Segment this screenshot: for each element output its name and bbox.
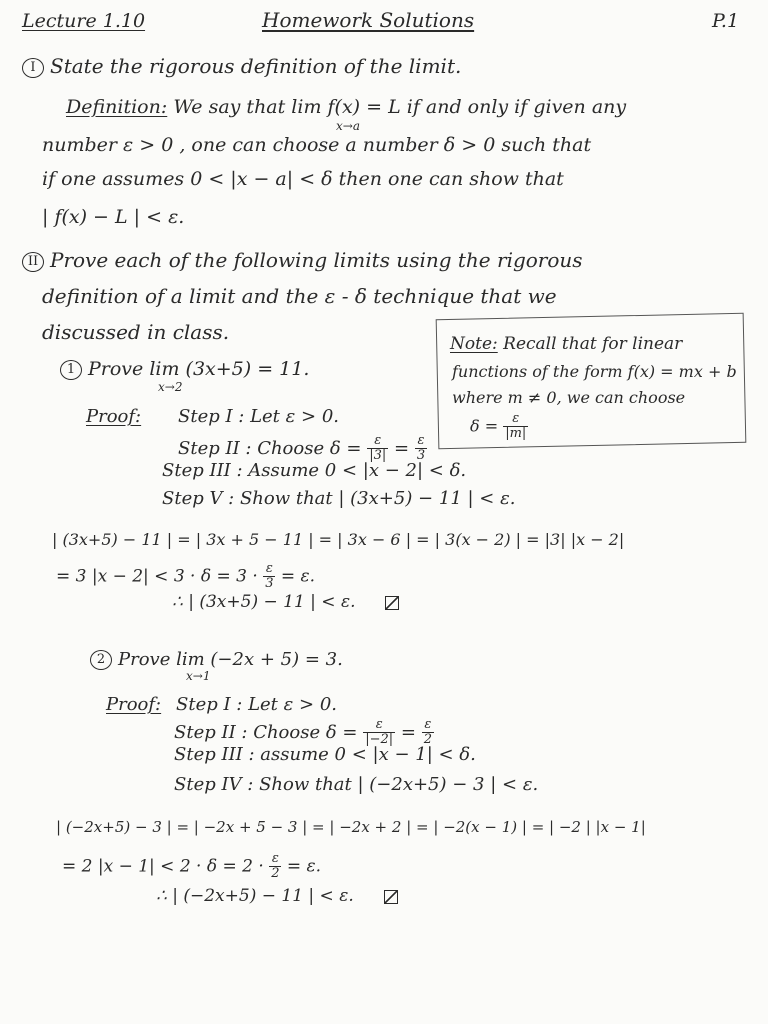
problem1-conclusion	[172, 594, 399, 611]
problem1-calc2-den: 3	[265, 576, 274, 592]
problem1-step2-text: Step II : Choose δ =	[178, 437, 362, 459]
note-fraction	[503, 412, 528, 442]
problem2-calc2-den: 2	[271, 866, 280, 882]
part1-prompt	[22, 56, 461, 78]
part2-line2: definition of a limit and the ε - δ technique that we	[42, 284, 557, 308]
problem2-step3: Step III : assume 0 < |x − 1| < δ.	[174, 744, 476, 765]
problem1-prove: Prove lim (3x+5) = 11.	[88, 358, 310, 380]
problem2-frac1-den: |−2|	[365, 732, 394, 748]
problem2-prove: Prove lim (−2x + 5) = 3.	[118, 649, 343, 670]
part2-line1	[22, 250, 583, 272]
problem2-step4: Step IV : Show that | (−2x+5) − 3 | < ε.	[174, 774, 539, 795]
page-title: Homework Solutions	[262, 8, 475, 32]
problem1-number: 1	[60, 360, 82, 380]
problem2-proof-label: Proof:	[106, 694, 162, 715]
definition-line2: number ε > 0 , one can choose a number δ > 0 such that	[42, 134, 592, 156]
note-frac-den: |m|	[505, 426, 527, 442]
problem2-frac1-num: ε	[363, 718, 395, 733]
part2-line3: discussed in class.	[42, 320, 230, 344]
note-delta: δ =	[470, 416, 499, 436]
problem1-step3: Step III : Assume 0 < |x − 2| < δ.	[162, 460, 467, 481]
part1-numeral: I	[22, 58, 44, 78]
definition-line1	[66, 98, 626, 117]
problem2-calc2-end: = ε.	[286, 856, 322, 877]
problem1-frac2-den: 3	[416, 448, 426, 464]
problem2-calc2	[62, 852, 321, 882]
problem1-step2-eq: =	[393, 437, 410, 459]
problem1-calc2-text: = 3 |x − 2| < 3 · δ = 3 ·	[56, 566, 258, 587]
problem2-limit-sub: x→1	[186, 669, 211, 683]
problem2-number: 2	[90, 650, 112, 670]
problem1-frac1-num: ε	[367, 434, 388, 449]
problem1-concl-text: ∴ | (3x+5) − 11 | < ε.	[172, 592, 356, 612]
definition-text1: We say that lim f(x) = L if and only if given any	[173, 96, 627, 118]
problem1-calc2-end: = ε.	[280, 566, 316, 587]
note-text1: Recall that for linear	[503, 334, 683, 354]
problem1-frac2-num: ε	[415, 434, 427, 449]
problem2-step2-text: Step II : Choose δ =	[174, 721, 358, 743]
definition-label: Definition:	[66, 96, 168, 118]
problem2-conclusion	[156, 888, 398, 905]
problem2-frac2-num: ε	[422, 718, 434, 733]
note-line2: functions of the form f(x) = mx + b	[452, 362, 737, 381]
part1-prompt-text: State the rigorous definition of the limit.	[50, 54, 462, 78]
problem1-calc2-num: ε	[263, 562, 275, 577]
note-line1	[450, 336, 682, 353]
problem2-step2-eq: =	[400, 721, 416, 743]
problem1-proof-label: Proof:	[86, 406, 142, 427]
problem1-frac1-den: |3|	[369, 448, 387, 464]
definition-line4: | f(x) − L | < ε.	[42, 206, 185, 228]
problem2-frac2-den: 2	[423, 732, 432, 748]
note-line4	[470, 412, 528, 442]
problem2-calc2-num: ε	[269, 852, 281, 867]
note-frac-num: ε	[503, 412, 528, 427]
lecture-label: Lecture 1.10	[22, 10, 146, 32]
problem1-step4: Step V : Show that | (3x+5) − 11 | < ε.	[162, 488, 516, 509]
part2-numeral: II	[22, 252, 44, 272]
problem2-calc2-text: = 2 |x − 1| < 2 · δ = 2 ·	[62, 856, 264, 877]
problem1-statement	[60, 360, 309, 380]
problem2-calc1: | (−2x+5) − 3 | = | −2x + 5 − 3 | = | −2x + 2 | = | −2(x − 1) | = | −2 | |x − 1|	[56, 818, 646, 836]
part2-text1: Prove each of the following limits using the rigorous	[50, 248, 583, 272]
problem1-limit-sub: x→2	[158, 380, 183, 394]
qed-box-icon	[385, 596, 399, 610]
problem1-calc2-frac	[263, 562, 275, 592]
problem2-calc2-frac	[269, 852, 281, 882]
definition-limit-sub: x→a	[336, 119, 360, 133]
definition-line3: if one assumes 0 < |x − a| < δ then one can show that	[42, 168, 564, 190]
problem2-step1: Step I : Let ε > 0.	[176, 694, 337, 715]
qed-box-icon	[384, 890, 398, 904]
problem1-step1: Step I : Let ε > 0.	[178, 406, 339, 427]
problem1-calc2	[56, 562, 315, 592]
page-number: P.1	[712, 10, 740, 32]
problem1-calc1: | (3x+5) − 11 | = | 3x + 5 − 11 | = | 3x − 6 | = | 3(x − 2) | = |3| |x − 2|	[52, 530, 625, 549]
problem2-statement	[90, 650, 343, 670]
problem2-concl-text: ∴ | (−2x+5) − 11 | < ε.	[156, 886, 354, 906]
note-line3: where m ≠ 0, we can choose	[452, 388, 686, 407]
note-label: Note:	[450, 334, 498, 354]
